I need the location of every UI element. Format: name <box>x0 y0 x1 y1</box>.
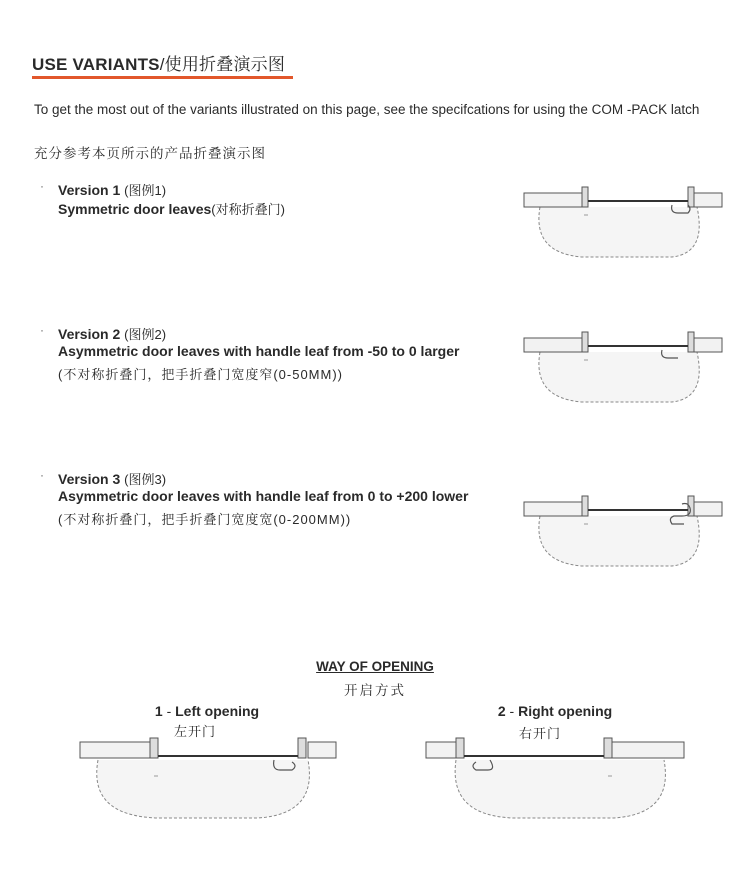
version-2-description: Asymmetric door leaves with handle leaf from -50 to 0 larger <box>58 343 460 359</box>
wall-right <box>694 193 722 207</box>
swing-arc <box>97 760 310 818</box>
jamb-left <box>582 496 588 516</box>
wall-right <box>694 338 722 352</box>
jamb-left <box>582 332 588 352</box>
wall-left <box>524 338 582 352</box>
jamb-right <box>688 332 694 352</box>
intro-text-cn: 充分参考本页所示的产品折叠演示图 <box>34 146 266 161</box>
swing-arc <box>539 352 699 402</box>
version-2-note-cn: (不对称折叠门，把手折叠门宽度窄(0-50MM)) <box>58 367 343 382</box>
intro-text: To get the most out of the variants illustrated on this page, see the specifcations for using the COM -PACK latch <box>34 102 700 117</box>
version-1-door-diagram <box>522 183 724 263</box>
left-opening-door-diagram <box>78 736 340 822</box>
right-opening-door-diagram <box>424 736 688 822</box>
wall-left <box>524 502 582 516</box>
jamb-right <box>298 738 306 758</box>
version-2-title: Version 2 (图例2) <box>58 326 167 342</box>
version-3-door-diagram <box>522 492 724 572</box>
way-of-opening-title-cn: 开启方式 <box>344 683 406 698</box>
right-opening-label-cn: 右开门 <box>518 726 561 741</box>
version-1-description: Symmetric door leaves(对称折叠门) <box>58 201 285 217</box>
jamb-left <box>456 738 464 758</box>
version-2-door-diagram <box>522 328 724 408</box>
jamb-left <box>582 187 588 207</box>
title-en: USE VARIANTS <box>32 55 160 74</box>
wall-left <box>426 742 456 758</box>
version-3-description: Asymmetric door leaves with handle leaf from 0 to +200 lower <box>58 488 469 504</box>
wall-right <box>694 502 722 516</box>
right-opening-label: 2 - Right opening <box>497 703 613 719</box>
jamb-right <box>604 738 612 758</box>
swing-arc <box>455 760 665 818</box>
bullet-icon: · <box>40 323 44 337</box>
title-underline <box>32 76 293 79</box>
page-title <box>32 50 285 75</box>
wall-left <box>80 742 150 758</box>
version-1-title: Version 1 (图例1) <box>58 182 167 198</box>
left-opening-label: 1 - Left opening <box>154 703 260 719</box>
version-3-note-cn: (不对称折叠门，把手折叠门宽度宽(0-200MM)) <box>58 512 352 527</box>
jamb-right <box>688 187 694 207</box>
bullet-icon: · <box>40 179 44 193</box>
way-of-opening-title: WAY OF OPENING <box>316 659 434 674</box>
bullet-icon: · <box>40 468 44 482</box>
wall-left <box>524 193 582 207</box>
wall-right <box>612 742 684 758</box>
jamb-left <box>150 738 158 758</box>
swing-arc <box>539 207 699 257</box>
title-cn: /使用折叠演示图 <box>159 55 286 74</box>
version-3-title: Version 3 (图例3) <box>58 471 167 487</box>
left-opening-label-cn: 左开门 <box>173 724 216 739</box>
wall-right <box>308 742 336 758</box>
